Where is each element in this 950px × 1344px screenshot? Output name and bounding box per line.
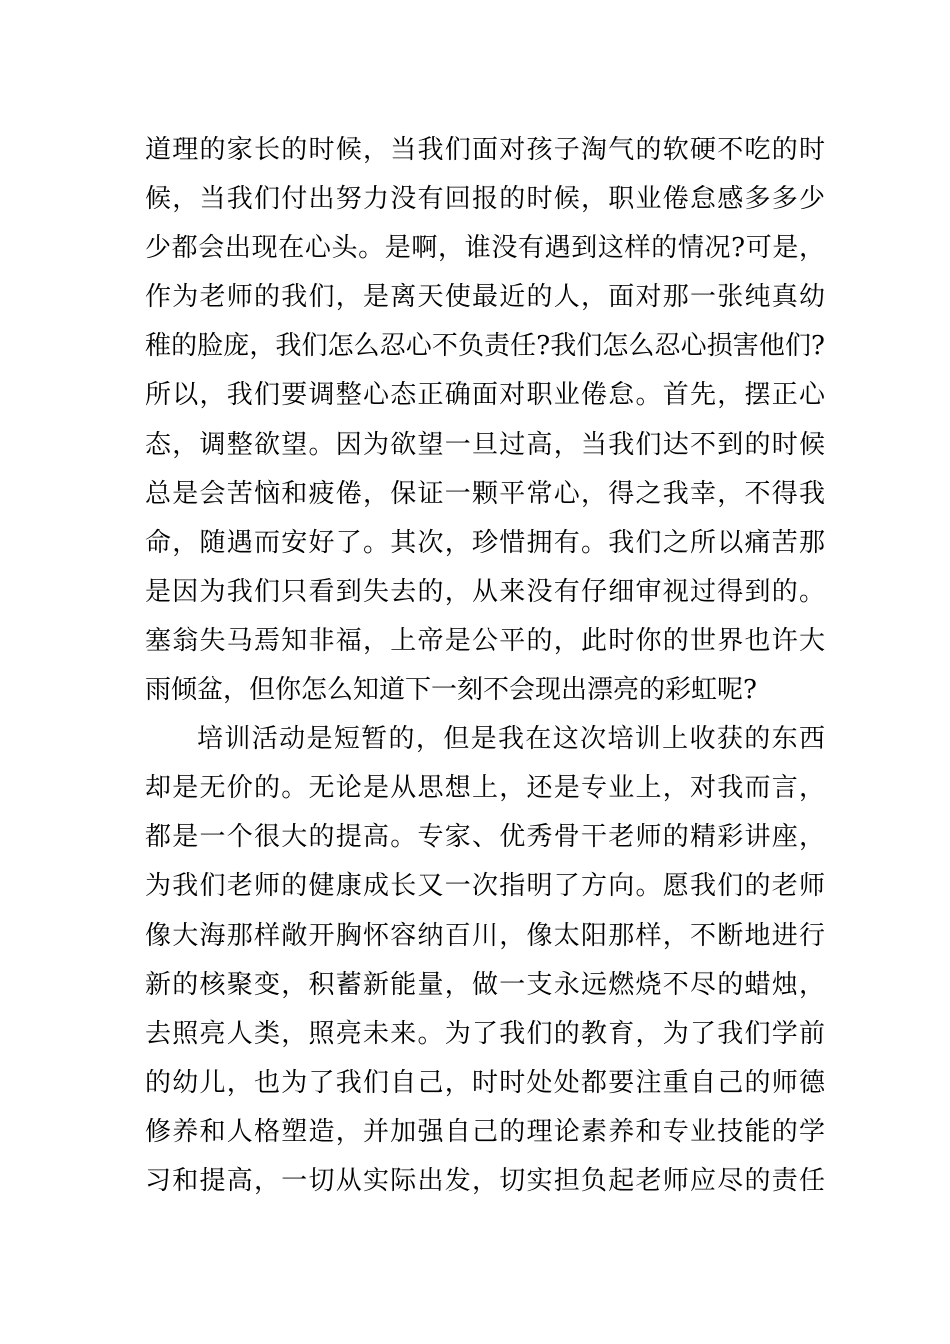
text-line: 少都会出现在心头。是啊，谁没有遇到这样的情况?可是， [145,233,825,264]
text-line: 培训活动是短暂的，但是我在这次培训上收获的东西 [197,724,825,755]
text-line: 去照亮人类，照亮未来。为了我们的教育，为了我们学前 [145,1018,825,1049]
text-line: 是因为我们只看到失去的，从来没有仔细审视过得到的。 [145,576,825,607]
text-line: 像大海那样敞开胸怀容纳百川，像太阳那样，不断地进行 [145,920,825,951]
paragraph-2 [145,715,825,1206]
text-line: 候，当我们付出努力没有回报的时候，职业倦怠感多多少 [145,184,825,215]
text-line: 为我们老师的健康成长又一次指明了方向。愿我们的老师 [145,871,825,902]
text-line: 新的核聚变，积蓄新能量，做一支永远燃烧不尽的蜡烛， [145,969,825,1000]
text-line: 道理的家长的时候，当我们面对孩子淘气的软硬不吃的时 [145,135,825,165]
text-line: 的幼儿，也为了我们自己，时时处处都要注重自己的师德 [145,1067,825,1098]
text-line: 却是无价的。无论是从思想上，还是专业上，对我而言， [145,773,825,804]
paragraph-1 [145,126,825,715]
text-line: 修养和人格塑造，并加强自己的理论素养和专业技能的学 [145,1116,825,1147]
text-line: 塞翁失马焉知非福，上帝是公平的，此时你的世界也许大 [145,625,825,656]
text-line: 命，随遇而安好了。其次，珍惜拥有。我们之所以痛苦那 [145,527,825,558]
text-line: 作为老师的我们，是离天使最近的人，面对那一张纯真幼 [145,282,825,313]
text-line: 稚的脸庞，我们怎么忍心不负责任?我们怎么忍心损害他们? [145,331,825,362]
text-line: 雨倾盆，但你怎么知道下一刻不会现出漂亮的彩虹呢? [145,675,757,706]
text-line: 总是会苦恼和疲倦，保证一颗平常心，得之我幸，不得我 [145,478,825,509]
text-line: 都是一个很大的提高。专家、优秀骨干老师的精彩讲座， [145,822,825,853]
body-text [145,126,825,1206]
text-line: 态，调整欲望。因为欲望一旦过高，当我们达不到的时候 [145,429,825,460]
text-line: 习和提高，一切从实际出发，切实担负起老师应尽的责任 [145,1165,825,1196]
text-line: 所以，我们要调整心态正确面对职业倦怠。首先，摆正心 [145,380,825,411]
